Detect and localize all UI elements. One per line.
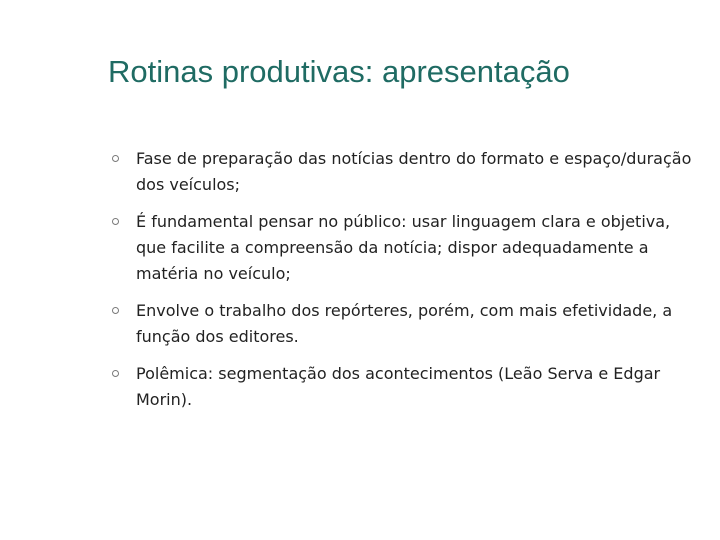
bullet-circle-icon — [112, 218, 119, 225]
bullet-item — [112, 146, 692, 198]
bullet-circle-icon — [112, 155, 119, 162]
bullet-text: Envolve o trabalho dos repórteres, porém, com mais efetividade, a função dos editores. — [136, 301, 673, 346]
bullet-text: Polêmica: segmentação dos acontecimentos (Leão Serva e Edgar Morin). — [136, 364, 661, 409]
bullet-item — [112, 209, 692, 287]
bullet-circle-icon — [112, 307, 119, 314]
bullet-text: É fundamental pensar no público: usar linguagem clara e objetiva, que facilite a compreensão da notícia; dispor adequadamente a matéria no veículo; — [136, 212, 671, 283]
bullet-item — [112, 298, 692, 350]
bullet-list — [112, 146, 692, 424]
slide-title: Rotinas produtivas: apresentação — [108, 54, 570, 89]
bullet-circle-icon — [112, 370, 119, 377]
bullet-item — [112, 361, 692, 413]
bullet-text: Fase de preparação das notícias dentro do formato e espaço/duração dos veículos; — [136, 149, 692, 194]
